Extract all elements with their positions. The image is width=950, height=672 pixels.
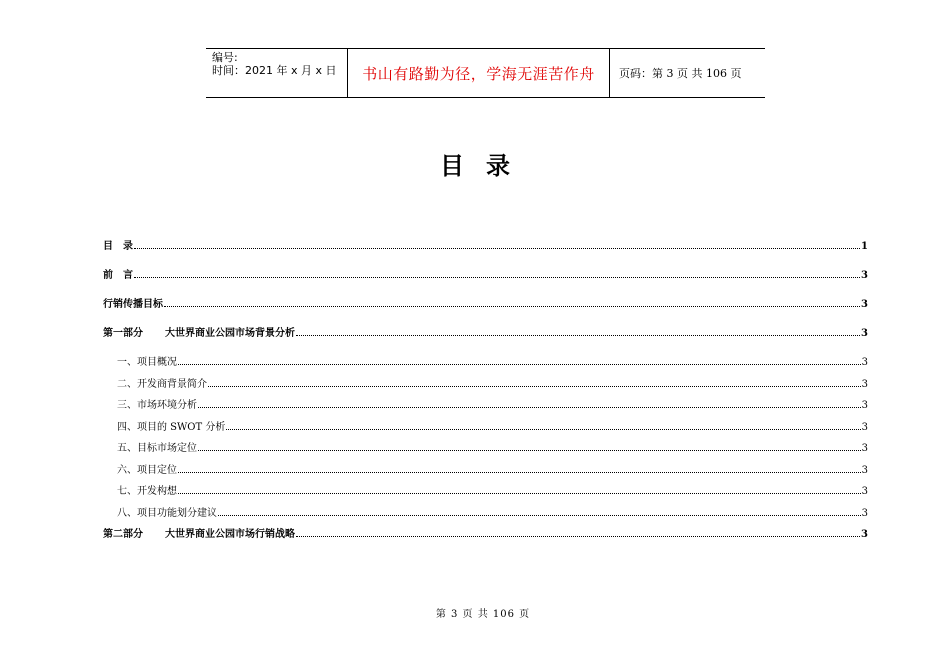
toc-leader: [134, 248, 860, 249]
toc-entry-page: 3: [861, 357, 868, 368]
toc-leader: [178, 493, 861, 494]
toc-leader: [208, 386, 861, 387]
header-time: 时间：2021 年 x 月 x 日: [212, 64, 337, 77]
toc-entry-page: 3: [861, 507, 868, 519]
toc-entry[interactable]: [103, 504, 868, 526]
toc-entry-label: [103, 324, 295, 339]
header-motto: 书山有路勤为径，学海无涯苦作舟: [362, 64, 595, 83]
header-page-info: 页码：第 3 页 共 106 页: [619, 67, 742, 80]
toc-entry[interactable]: [103, 295, 868, 324]
toc-entry[interactable]: [103, 266, 868, 295]
toc-leader: [296, 536, 860, 537]
toc-entry-page: 3: [861, 443, 868, 454]
toc-leader: [296, 335, 860, 336]
toc-entry[interactable]: [103, 525, 868, 554]
toc-entry-label: 二、开发商背景简介: [117, 378, 207, 390]
toc-entry-page: 1: [861, 241, 868, 252]
toc-entry-page: 3: [861, 400, 868, 411]
toc-entry-page: 3: [861, 378, 868, 390]
toc-entry-page: 3: [861, 529, 868, 540]
toc-entry-page: 3: [861, 270, 868, 281]
toc-leader: [218, 515, 861, 516]
toc-entry-label: 前 言: [103, 270, 133, 281]
toc-entry-label: 五、目标市场定位: [117, 443, 197, 454]
toc-entry-label: 一、项目概况: [117, 357, 177, 368]
toc-leader: [198, 450, 861, 451]
toc-entry[interactable]: [103, 324, 868, 353]
toc-entry[interactable]: [103, 418, 868, 440]
toc-entry-label: 目 录: [103, 241, 133, 252]
toc-part-number: 第一部分: [103, 328, 143, 339]
toc-entry-page: 3: [861, 486, 868, 497]
header-code-label: 编号:: [212, 51, 238, 64]
toc-entry[interactable]: [103, 353, 868, 375]
toc-leader: [164, 306, 860, 307]
header-meta: [206, 49, 348, 97]
toc-leader: [178, 472, 861, 473]
header-motto-cell: [348, 49, 610, 97]
toc-part-title: 大世界商业公园市场行销战略: [165, 529, 295, 540]
toc-part-number: 第二部分: [103, 529, 143, 540]
toc-entry-label: 六、项目定位: [117, 464, 177, 476]
toc-entry[interactable]: [103, 396, 868, 418]
toc-entry-label: 七、开发构想: [117, 486, 177, 497]
toc-entry-page: 3: [861, 328, 868, 339]
toc-entry[interactable]: [103, 237, 868, 266]
table-of-contents: [103, 237, 868, 554]
toc-entry-label: 三、市场环境分析: [117, 400, 197, 411]
toc-leader: [134, 277, 860, 278]
toc-leader: [178, 364, 861, 365]
toc-entry-label: 八、项目功能划分建议: [117, 507, 217, 519]
toc-leader: [198, 407, 861, 408]
toc-part-title: 大世界商业公园市场背景分析: [165, 328, 295, 339]
page-footer: 第 3 页 共 106 页: [435, 609, 531, 620]
page-header: [206, 48, 765, 98]
toc-entry-page: 3: [861, 299, 868, 310]
toc-leader: [226, 429, 860, 430]
toc-entry-label: 行销传播目标: [103, 299, 163, 310]
toc-entry[interactable]: [103, 375, 868, 397]
toc-entry[interactable]: [103, 482, 868, 504]
toc-entry-label: [103, 525, 295, 540]
toc-entry-label: 四、项目的 SWOT 分析: [117, 421, 226, 433]
toc-entry[interactable]: [103, 439, 868, 461]
toc-entry-page: 3: [861, 464, 868, 476]
toc-title: 目录: [440, 152, 532, 180]
toc-entry-page: 3: [861, 421, 868, 433]
toc-entry[interactable]: [103, 461, 868, 483]
